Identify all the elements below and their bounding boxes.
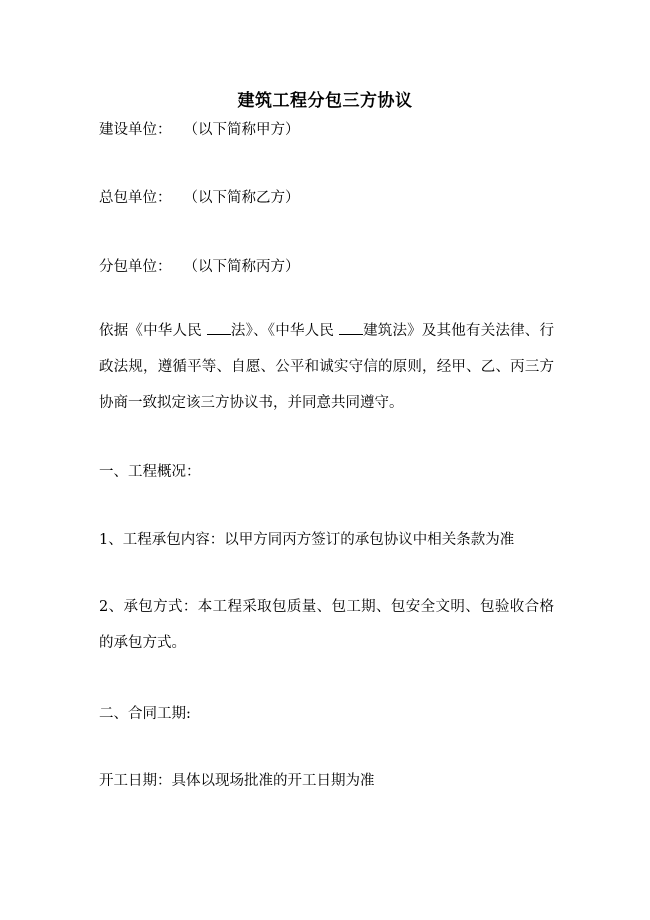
- blank-underline: [207, 320, 231, 335]
- preamble-part1: 依据《中华人民: [99, 323, 207, 339]
- party-general-contractor-role: 总包单位：: [99, 190, 172, 206]
- section2-heading: 二、合同工期:: [99, 706, 191, 722]
- preamble-part2: 法》、《中华人民: [230, 323, 339, 339]
- party-general-contractor-alias: （以下简称乙方）: [183, 190, 300, 206]
- party-client-role: 建设单位：: [99, 122, 172, 138]
- party-subcontractor: [99, 257, 300, 277]
- section1-item1: 1、工程承包内容：以甲方同丙方签订的承包协议中相关条款为准: [99, 532, 515, 548]
- section1-heading: 一、工程概况：: [99, 464, 201, 480]
- party-general-contractor: [99, 188, 300, 208]
- document-title: 建筑工程分包三方协议: [237, 91, 413, 111]
- preamble-part3: 建筑法》及其他有关法律、行政法规，遵循平等、自愿、公平和诚实守信的原则，经甲、乙、丙三方协商一致拟定该三方协议书，并同意共同遵守。: [99, 323, 555, 411]
- preamble-paragraph: [99, 313, 554, 421]
- section1-item2: 2、承包方式：本工程采取包质量、包工期、包安全文明、包验收合格的承包方式。: [99, 599, 554, 651]
- blank-underline: [339, 320, 363, 335]
- party-client-alias: （以下简称甲方）: [183, 122, 300, 138]
- party-subcontractor-alias: （以下简称丙方）: [183, 259, 300, 275]
- party-subcontractor-role: 分包单位：: [99, 259, 172, 275]
- party-client: [99, 120, 300, 140]
- section2-start-date: 开工日期：具体以现场批准的开工日期为准: [99, 773, 375, 789]
